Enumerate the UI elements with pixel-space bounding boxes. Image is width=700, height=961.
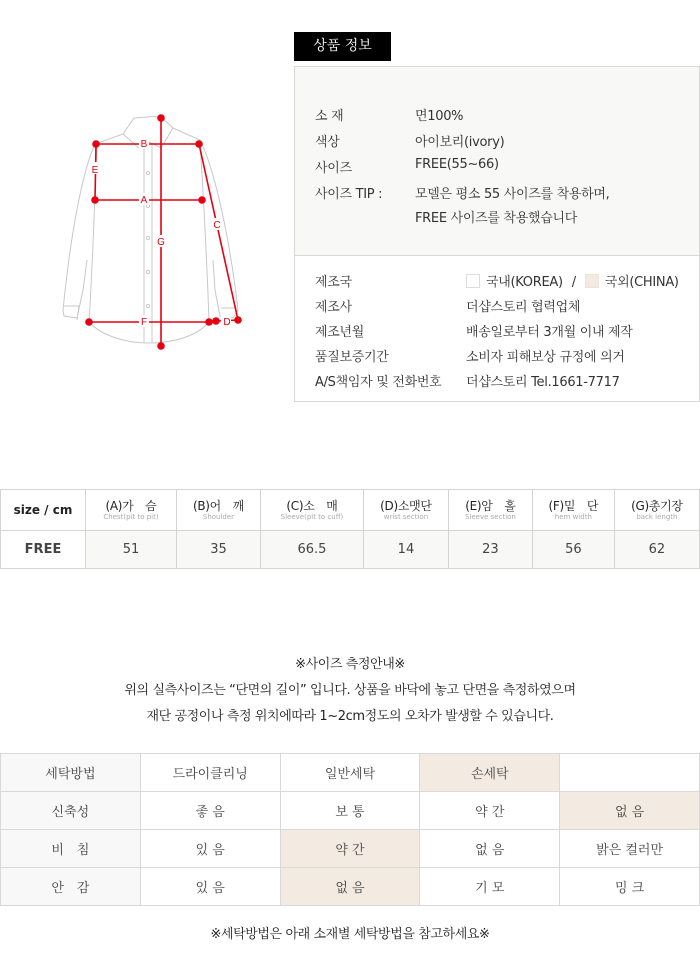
cell: 있 음: [140, 868, 280, 906]
measure-note-line2: 재단 공정이나 측정 위치에따라 1~2cm정도의 오차가 발생할 수 있습니다.: [146, 709, 554, 724]
size-name: FREE: [1, 531, 86, 569]
cell-selected: 없 음: [560, 792, 700, 830]
warranty-label: 품질보증기간: [315, 350, 389, 365]
size-tip-value: 모델은 평소 55 사이즈를 착용하며,: [415, 187, 610, 202]
china-option: 국외(CHINA): [604, 275, 679, 290]
cell: 밍 크: [560, 868, 700, 906]
cell: 보 통: [280, 792, 420, 830]
table-row: [1, 868, 700, 906]
table-row: [1, 830, 700, 868]
header-wrist: (D)소맷단 wrist section: [363, 490, 448, 531]
value-chest: 51: [86, 531, 177, 569]
material-label: 소 재: [315, 109, 344, 124]
label-f: F: [140, 317, 148, 328]
korea-option: 국내(KOREA): [486, 275, 563, 290]
value-sleeve: 66.5: [261, 531, 364, 569]
cell: [560, 754, 700, 792]
header-shoulder: (B)어 깨 Shoulder: [176, 490, 260, 531]
row-label-lining: 안 감: [1, 868, 141, 906]
row-label-wash: 세탁방법: [1, 754, 141, 792]
wash-note: ※세탁방법은 아래 소재별 세탁방법을 참고하세요※: [210, 927, 490, 942]
product-spec-section: [295, 67, 699, 256]
manufacturer-value: 더샵스토리 협력업체: [466, 300, 581, 315]
size-unit-header: size / cm: [1, 490, 86, 531]
label-e: E: [91, 165, 99, 176]
value-hem: 56: [532, 531, 614, 569]
material-value: 면100%: [415, 109, 464, 124]
shirt-measurement-diagram: [55, 110, 255, 350]
label-g: G: [157, 237, 165, 248]
manufacturer-label: 제조사: [315, 300, 352, 315]
country-label: 제조국: [315, 275, 352, 290]
label-c: C: [213, 220, 221, 231]
cell: 없 음: [420, 830, 560, 868]
measure-note-title: ※사이즈 측정안내※: [295, 657, 405, 672]
header-armhole: (E)암 홀 Sleeve section: [448, 490, 532, 531]
cell-selected: 손세탁: [420, 754, 560, 792]
cell: 있 음: [140, 830, 280, 868]
separator: /: [571, 275, 576, 290]
table-row: [1, 531, 700, 569]
value-shoulder: 35: [176, 531, 260, 569]
label-b: B: [140, 139, 148, 150]
cell-selected: 없 음: [280, 868, 420, 906]
measure-note-line1: 위의 실측사이즈는 “단면의 길이” 입니다. 상품을 바닥에 놓고 단면을 측정하였으며: [124, 683, 576, 698]
as-contact-label: A/S책임자 및 전화번호: [315, 375, 442, 390]
row-label-stretch: 신축성: [1, 792, 141, 830]
row-label-transparency: 비 침: [1, 830, 141, 868]
size-label: 사이즈: [315, 161, 352, 176]
cell: 좋 음: [140, 792, 280, 830]
cell-selected: 약 간: [280, 830, 420, 868]
header-chest: (A)가 슴 Chest(pit to pit): [86, 490, 177, 531]
shirt-outline-icon: [55, 110, 255, 350]
table-row: [1, 792, 700, 830]
product-info-box: [294, 66, 700, 402]
cell: 드라이클리닝: [140, 754, 280, 792]
cell: 약 간: [420, 792, 560, 830]
manufacture-date-label: 제조년월: [315, 325, 365, 340]
korea-checkbox: [466, 274, 480, 288]
wash-table: [0, 753, 700, 906]
cell: 밝은 컬러만: [560, 830, 700, 868]
label-a: A: [140, 195, 148, 206]
china-checkbox: [585, 274, 599, 288]
cell: 일반세탁: [280, 754, 420, 792]
product-info-tab: 상품 정보: [294, 32, 391, 61]
value-length: 62: [614, 531, 699, 569]
as-contact-value: 더샵스토리 Tel.1661-7717: [466, 375, 620, 390]
color-value: 아이보리(ivory): [415, 135, 505, 150]
size-table-header: [1, 490, 700, 531]
table-row: [1, 754, 700, 792]
cell: 기 모: [420, 868, 560, 906]
warranty-value: 소비자 피해보상 규정에 의거: [466, 350, 625, 365]
size-table: [0, 489, 700, 569]
label-d: D: [223, 317, 231, 328]
manufacture-date-value: 배송일로부터 3개월 이내 제작: [466, 325, 633, 340]
size-value: FREE(55~66): [415, 157, 499, 172]
size-tip-value-2: FREE 사이즈를 착용했습니다: [415, 211, 577, 226]
country-options: [466, 271, 679, 290]
header-hem: (F)밑 단 hem width: [532, 490, 614, 531]
value-armhole: 23: [448, 531, 532, 569]
color-label: 색상: [315, 135, 340, 150]
value-wrist: 14: [363, 531, 448, 569]
size-tip-label: 사이즈 TIP :: [315, 187, 383, 202]
header-length: (G)총기장 back length: [614, 490, 699, 531]
header-sleeve: (C)소 매 Sleeve(pit to cuff): [261, 490, 364, 531]
